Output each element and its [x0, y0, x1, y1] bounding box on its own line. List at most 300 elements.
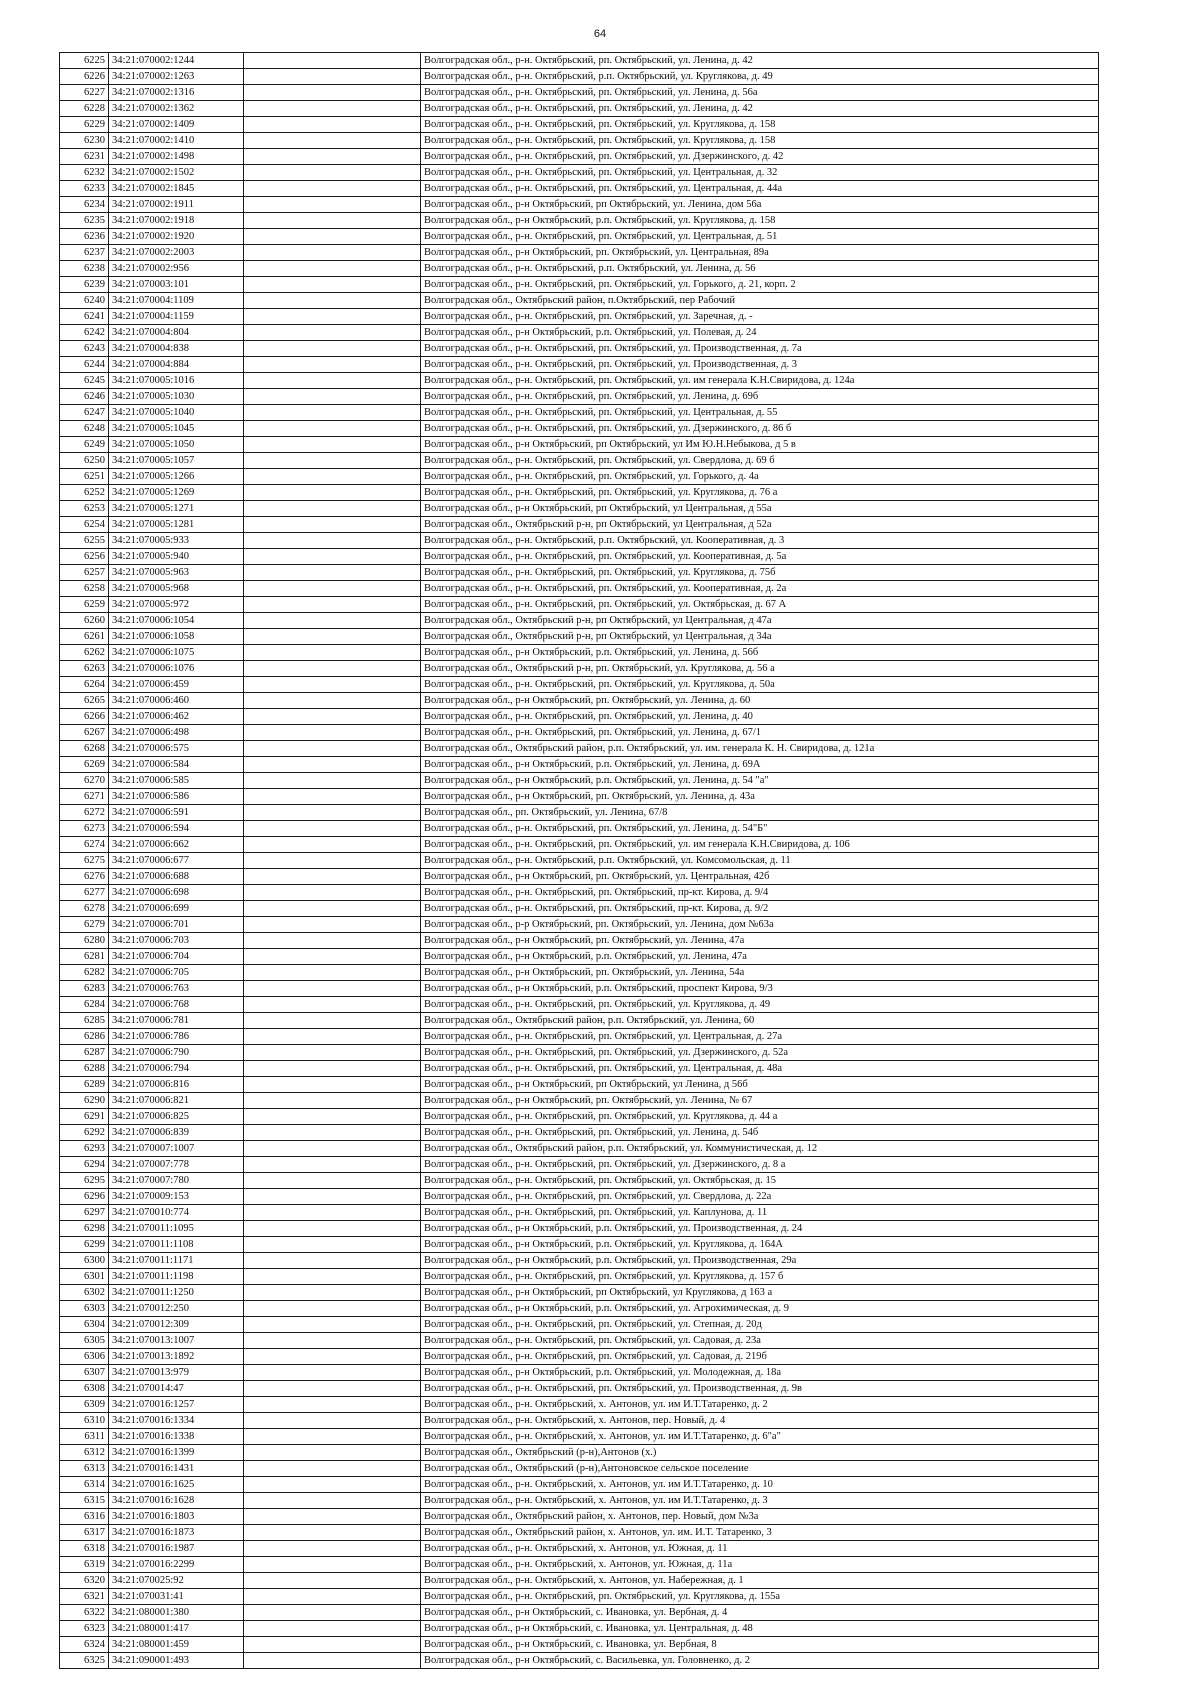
empty-cell	[244, 597, 421, 613]
empty-cell	[244, 1509, 421, 1525]
empty-cell	[244, 805, 421, 821]
table-row	[60, 1061, 1099, 1077]
empty-cell	[244, 1157, 421, 1173]
cadastral-number: 34:21:070013:1892	[109, 1349, 244, 1365]
table-row	[60, 293, 1099, 309]
cadastral-number: 34:21:070007:1007	[109, 1141, 244, 1157]
empty-cell	[244, 405, 421, 421]
row-number: 6314	[60, 1477, 109, 1493]
cadastral-number: 34:21:070009:153	[109, 1189, 244, 1205]
cadastral-number: 34:21:070006:786	[109, 1029, 244, 1045]
row-number: 6229	[60, 117, 109, 133]
cadastral-number: 34:21:070007:780	[109, 1173, 244, 1189]
address-cell: Волгоградская обл., р-н. Октябрьский, р.п. Октябрьский, ул. Кооперативная, д. 3	[421, 533, 1099, 549]
cadastral-number: 34:21:070006:586	[109, 789, 244, 805]
address-cell: Волгоградская обл., р-н. Октябрьский, рп. Октябрьский, ул. Круглякова, д. 49	[421, 997, 1099, 1013]
row-number: 6266	[60, 709, 109, 725]
address-cell: Волгоградская обл., р-н. Октябрьский, х. Антонов, ул. Южная, д. 11	[421, 1541, 1099, 1557]
table-row	[60, 1349, 1099, 1365]
cadastral-number: 34:21:070005:1281	[109, 517, 244, 533]
row-number: 6225	[60, 53, 109, 69]
table-row	[60, 117, 1099, 133]
row-number: 6232	[60, 165, 109, 181]
table-row	[60, 1013, 1099, 1029]
address-cell: Волгоградская обл., Октябрьский район, х. Антонов, пер. Новый, дом №3а	[421, 1509, 1099, 1525]
table-row	[60, 1445, 1099, 1461]
row-number: 6243	[60, 341, 109, 357]
table-row	[60, 341, 1099, 357]
table-row	[60, 565, 1099, 581]
cadastral-number: 34:21:070005:1050	[109, 437, 244, 453]
empty-cell	[244, 997, 421, 1013]
empty-cell	[244, 981, 421, 997]
cadastral-number: 34:21:070006:763	[109, 981, 244, 997]
address-cell: Волгоградская обл., р-н Октябрьский, с. Ивановка, ул. Вербная, д. 4	[421, 1605, 1099, 1621]
table-row	[60, 853, 1099, 869]
row-number: 6244	[60, 357, 109, 373]
address-cell: Волгоградская обл., р-н. Октябрьский, рп. Октябрьский, ул. Центральная, д. 32	[421, 165, 1099, 181]
address-cell: Волгоградская обл., р-н Октябрьский, р.п. Октябрьский, ул. Молодежная, д. 18а	[421, 1365, 1099, 1381]
table-row	[60, 1141, 1099, 1157]
table-row	[60, 1381, 1099, 1397]
empty-cell	[244, 389, 421, 405]
table-row	[60, 1221, 1099, 1237]
row-number: 6235	[60, 213, 109, 229]
row-number: 6258	[60, 581, 109, 597]
cadastral-number: 34:21:070006:594	[109, 821, 244, 837]
cadastral-number: 34:21:070002:1244	[109, 53, 244, 69]
row-number: 6257	[60, 565, 109, 581]
row-number: 6233	[60, 181, 109, 197]
table-row	[60, 485, 1099, 501]
table-row	[60, 1589, 1099, 1605]
empty-cell	[244, 1589, 421, 1605]
empty-cell	[244, 1093, 421, 1109]
row-number: 6237	[60, 245, 109, 261]
empty-cell	[244, 357, 421, 373]
row-number: 6263	[60, 661, 109, 677]
table-row	[60, 901, 1099, 917]
cadastral-number: 34:21:070006:768	[109, 997, 244, 1013]
empty-cell	[244, 773, 421, 789]
address-cell: Волгоградская обл., р-н Октябрьский, рп. Октябрьский, ул. Ленина, 47а	[421, 933, 1099, 949]
row-number: 6288	[60, 1061, 109, 1077]
table-row	[60, 1205, 1099, 1221]
address-cell: Волгоградская обл., р-н Октябрьский, р.п. Октябрьский, ул. Ленина, д. 54 "а"	[421, 773, 1099, 789]
table-row	[60, 181, 1099, 197]
cadastral-number: 34:21:070006:821	[109, 1093, 244, 1109]
cadastral-number: 34:21:070013:979	[109, 1365, 244, 1381]
table-row	[60, 1637, 1099, 1653]
cadastral-number: 34:21:070002:1920	[109, 229, 244, 245]
cadastral-number: 34:21:070006:584	[109, 757, 244, 773]
address-cell: Волгоградская обл., р-н. Октябрьский, рп. Октябрьский, ул. Производственная, д. 9в	[421, 1381, 1099, 1397]
row-number: 6283	[60, 981, 109, 997]
row-number: 6319	[60, 1557, 109, 1573]
cadastral-number: 34:21:070004:804	[109, 325, 244, 341]
row-number: 6261	[60, 629, 109, 645]
table-row	[60, 629, 1099, 645]
row-number: 6268	[60, 741, 109, 757]
row-number: 6312	[60, 1445, 109, 1461]
row-number: 6248	[60, 421, 109, 437]
table-row	[60, 437, 1099, 453]
table-row	[60, 405, 1099, 421]
empty-cell	[244, 549, 421, 565]
empty-cell	[244, 789, 421, 805]
cadastral-number: 34:21:070016:1399	[109, 1445, 244, 1461]
address-cell: Волгоградская обл., р-н Октябрьский, рп. Октябрьский, ул. Ленина, № 67	[421, 1093, 1099, 1109]
cadastral-number: 34:21:070006:460	[109, 693, 244, 709]
address-cell: Волгоградская обл., р-н. Октябрьский, рп. Октябрьский, ул. Круглякова, д. 50а	[421, 677, 1099, 693]
address-cell: Волгоградская обл., Октябрьский район, р.п. Октябрьский, ул. Ленина, 60	[421, 1013, 1099, 1029]
cadastral-number: 34:21:070006:498	[109, 725, 244, 741]
table-row	[60, 709, 1099, 725]
address-cell: Волгоградская обл., р-н. Октябрьский, х. Антонов, ул. им И.Т.Татаренко, д. 2	[421, 1397, 1099, 1413]
table-row	[60, 517, 1099, 533]
row-number: 6240	[60, 293, 109, 309]
table-row	[60, 501, 1099, 517]
table-row	[60, 789, 1099, 805]
address-cell: Волгоградская обл., р-н Октябрьский, с. Васильевка, ул. Головненко, д. 2	[421, 1653, 1099, 1669]
table-row	[60, 597, 1099, 613]
row-number: 6277	[60, 885, 109, 901]
cadastral-number: 34:21:070005:1271	[109, 501, 244, 517]
table-row	[60, 1413, 1099, 1429]
row-number: 6286	[60, 1029, 109, 1045]
address-cell: Волгоградская обл., р-н. Октябрьский, рп. Октябрьский, ул. им генерала К.Н.Свиридова, д. 106	[421, 837, 1099, 853]
address-cell: Волгоградская обл., р-н. Октябрьский, рп. Октябрьский, ул. Круглякова, д. 75б	[421, 565, 1099, 581]
cadastral-number: 34:21:070006:1054	[109, 613, 244, 629]
cadastral-number: 34:21:070005:1269	[109, 485, 244, 501]
address-cell: Волгоградская обл., р-н Октябрьский, с. Ивановка, ул. Вербная, 8	[421, 1637, 1099, 1653]
row-number: 6247	[60, 405, 109, 421]
empty-cell	[244, 373, 421, 389]
table-row	[60, 1189, 1099, 1205]
cadastral-number: 34:21:070005:1057	[109, 453, 244, 469]
table-row	[60, 581, 1099, 597]
address-cell: Волгоградская обл., р-н. Октябрьский, х. Антонов, ул. Набережная, д. 1	[421, 1573, 1099, 1589]
row-number: 6265	[60, 693, 109, 709]
address-cell: Волгоградская обл., р-н. Октябрьский, рп. Октябрьский, ул. Свердлова, д. 69 б	[421, 453, 1099, 469]
cadastral-number: 34:21:080001:380	[109, 1605, 244, 1621]
empty-cell	[244, 1365, 421, 1381]
empty-cell	[244, 565, 421, 581]
row-number: 6323	[60, 1621, 109, 1637]
address-cell: Волгоградская обл., р-н. Октябрьский, х. Антонов, ул. им И.Т.Татаренко, д. 6"а"	[421, 1429, 1099, 1445]
address-cell: Волгоградская обл., Октябрьский район, р.п. Октябрьский, ул. Коммунистическая, д. 12	[421, 1141, 1099, 1157]
address-cell: Волгоградская обл., р-н Октябрьский, р.п. Октябрьский, ул. Полевая, д. 24	[421, 325, 1099, 341]
cadastral-number: 34:21:070006:591	[109, 805, 244, 821]
empty-cell	[244, 1429, 421, 1445]
cadastral-number: 34:21:070006:662	[109, 837, 244, 853]
table-row	[60, 1317, 1099, 1333]
table-row	[60, 933, 1099, 949]
table-row	[60, 1045, 1099, 1061]
table-row	[60, 1093, 1099, 1109]
address-cell: Волгоградская обл., р-н Октябрьский, р.п. Октябрьский, ул. Производственная, д. 24	[421, 1221, 1099, 1237]
table-row	[60, 981, 1099, 997]
row-number: 6322	[60, 1605, 109, 1621]
address-cell: Волгоградская обл., Октябрьский р-н, рп Октябрьский, ул Центральная, д 52а	[421, 517, 1099, 533]
cadastral-number: 34:21:070013:1007	[109, 1333, 244, 1349]
row-number: 6284	[60, 997, 109, 1013]
address-cell: Волгоградская обл., р-н. Октябрьский, рп. Октябрьский, ул. Дзержинского, д. 42	[421, 149, 1099, 165]
cadastral-number: 34:21:070002:1498	[109, 149, 244, 165]
cadastral-number: 34:21:070006:703	[109, 933, 244, 949]
cadastral-number: 34:21:070016:2299	[109, 1557, 244, 1573]
empty-cell	[244, 741, 421, 757]
table-row	[60, 1285, 1099, 1301]
address-cell: Волгоградская обл., р-н. Октябрьский, рп. Октябрьский, ул. Свердлова, д. 22а	[421, 1189, 1099, 1205]
table-row	[60, 1493, 1099, 1509]
empty-cell	[244, 677, 421, 693]
table-row	[60, 645, 1099, 661]
cadastral-number: 34:21:070025:92	[109, 1573, 244, 1589]
row-number: 6311	[60, 1429, 109, 1445]
cadastral-number: 34:21:070016:1803	[109, 1509, 244, 1525]
empty-cell	[244, 1221, 421, 1237]
row-number: 6316	[60, 1509, 109, 1525]
cadastral-number: 34:21:070011:1198	[109, 1269, 244, 1285]
row-number: 6245	[60, 373, 109, 389]
table-row	[60, 453, 1099, 469]
cadastral-number: 34:21:070005:963	[109, 565, 244, 581]
row-number: 6308	[60, 1381, 109, 1397]
empty-cell	[244, 1253, 421, 1269]
empty-cell	[244, 501, 421, 517]
empty-cell	[244, 1237, 421, 1253]
cadastral-number: 34:21:070016:1338	[109, 1429, 244, 1445]
cadastral-number: 34:21:070010:774	[109, 1205, 244, 1221]
address-cell: Волгоградская обл., р-н. Октябрьский, рп. Октябрьский, ул. Кооперативная, д. 5а	[421, 549, 1099, 565]
address-cell: Волгоградская обл., р-н. Октябрьский, рп. Октябрьский, пр-кт. Кирова, д. 9/4	[421, 885, 1099, 901]
table-row	[60, 1333, 1099, 1349]
empty-cell	[244, 1445, 421, 1461]
address-cell: Волгоградская обл., р-н. Октябрьский, х. Антонов, ул. им И.Т.Татаренко, д. 3	[421, 1493, 1099, 1509]
empty-cell	[244, 837, 421, 853]
address-cell: Волгоградская обл., р-н Октябрьский, рп Октябрьский, ул Ленина, д 56б	[421, 1077, 1099, 1093]
address-cell: Волгоградская обл., р-н. Октябрьский, рп. Октябрьский, ул. Ленина, д. 69б	[421, 389, 1099, 405]
empty-cell	[244, 1013, 421, 1029]
row-number: 6231	[60, 149, 109, 165]
row-number: 6320	[60, 1573, 109, 1589]
empty-cell	[244, 885, 421, 901]
cadastral-number: 34:21:070012:250	[109, 1301, 244, 1317]
table-row	[60, 693, 1099, 709]
cadastral-number: 34:21:070016:1628	[109, 1493, 244, 1509]
address-cell: Волгоградская обл., р-н Октябрьский, р.п. Октябрьский, проспект Кирова, 9/3	[421, 981, 1099, 997]
row-number: 6313	[60, 1461, 109, 1477]
address-cell: Волгоградская обл., р-н. Октябрьский, рп. Октябрьский, ул. Ленина, д. 67/1	[421, 725, 1099, 741]
row-number: 6317	[60, 1525, 109, 1541]
empty-cell	[244, 293, 421, 309]
row-number: 6285	[60, 1013, 109, 1029]
row-number: 6307	[60, 1365, 109, 1381]
cadastral-number: 34:21:070004:838	[109, 341, 244, 357]
empty-cell	[244, 1557, 421, 1573]
cadastral-number: 34:21:070003:101	[109, 277, 244, 293]
cadastral-number: 34:21:070005:1016	[109, 373, 244, 389]
table-row	[60, 277, 1099, 293]
empty-cell	[244, 1317, 421, 1333]
row-number: 6309	[60, 1397, 109, 1413]
address-cell: Волгоградская обл., р-н. Октябрьский, рп. Октябрьский, ул. Круглякова, д. 44 а	[421, 1109, 1099, 1125]
cadastral-number: 34:21:070002:1410	[109, 133, 244, 149]
cadastral-number: 34:21:070004:884	[109, 357, 244, 373]
address-cell: Волгоградская обл., р-н Октябрьский, рп Октябрьский, ул Круглякова, д 163 а	[421, 1285, 1099, 1301]
address-cell: Волгоградская обл., р-н. Октябрьский, рп. Октябрьский, ул. Центральная, д. 44а	[421, 181, 1099, 197]
row-number: 6251	[60, 469, 109, 485]
table-row	[60, 805, 1099, 821]
table-row	[60, 661, 1099, 677]
empty-cell	[244, 1205, 421, 1221]
address-cell: Волгоградская обл., р-н. Октябрьский, рп. Октябрьский, ул. Круглякова, д. 158	[421, 117, 1099, 133]
empty-cell	[244, 101, 421, 117]
address-cell: Волгоградская обл., р-н Октябрьский, рп. Октябрьский, ул. Центральная, 89а	[421, 245, 1099, 261]
address-cell: Волгоградская обл., р-н. Октябрьский, рп. Октябрьский, ул. Дзержинского, д. 86 б	[421, 421, 1099, 437]
address-cell: Волгоградская обл., р-н. Октябрьский, рп. Октябрьский, ул. Производственная, д. 3	[421, 357, 1099, 373]
table-row	[60, 997, 1099, 1013]
address-cell: Волгоградская обл., р-н. Октябрьский, рп. Октябрьский, ул. Круглякова, д. 158	[421, 133, 1099, 149]
cadastral-number: 34:21:070031:41	[109, 1589, 244, 1605]
row-number: 6278	[60, 901, 109, 917]
row-number: 6238	[60, 261, 109, 277]
row-number: 6303	[60, 1301, 109, 1317]
cadastral-number: 34:21:070011:1108	[109, 1237, 244, 1253]
row-number: 6296	[60, 1189, 109, 1205]
row-number: 6256	[60, 549, 109, 565]
table-row	[60, 837, 1099, 853]
address-cell: Волгоградская обл., р-н. Октябрьский, рп. Октябрьский, пр-кт. Кирова, д. 9/2	[421, 901, 1099, 917]
address-cell: Волгоградская обл., р-н. Октябрьский, рп. Октябрьский, ул. Заречная, д. -	[421, 309, 1099, 325]
empty-cell	[244, 1077, 421, 1093]
empty-cell	[244, 1653, 421, 1669]
row-number: 6250	[60, 453, 109, 469]
cadastral-number: 34:21:080001:417	[109, 1621, 244, 1637]
row-number: 6255	[60, 533, 109, 549]
cadastral-number: 34:21:070016:1431	[109, 1461, 244, 1477]
cadastral-number: 34:21:070006:704	[109, 949, 244, 965]
table-row	[60, 757, 1099, 773]
cadastral-number: 34:21:070016:1334	[109, 1413, 244, 1429]
row-number: 6300	[60, 1253, 109, 1269]
address-cell: Волгоградская обл., р-н Октябрьский, р.п. Октябрьский, ул. Ленина, д. 69А	[421, 757, 1099, 773]
address-cell: Волгоградская обл., р-н. Октябрьский, рп. Октябрьский, ул. Кооперативная, д. 2а	[421, 581, 1099, 597]
cadastral-number: 34:21:070006:839	[109, 1125, 244, 1141]
empty-cell	[244, 1029, 421, 1045]
empty-cell	[244, 1301, 421, 1317]
table-row	[60, 1237, 1099, 1253]
address-cell: Волгоградская обл., р-н. Октябрьский, рп. Октябрьский, ул. Дзержинского, д. 8 а	[421, 1157, 1099, 1173]
row-number: 6227	[60, 85, 109, 101]
empty-cell	[244, 693, 421, 709]
table-row	[60, 1461, 1099, 1477]
cadastral-number: 34:21:070005:968	[109, 581, 244, 597]
cadastral-number: 34:21:070016:1257	[109, 1397, 244, 1413]
row-number: 6271	[60, 789, 109, 805]
table-row	[60, 885, 1099, 901]
empty-cell	[244, 53, 421, 69]
address-cell: Волгоградская обл., р-н Октябрьский, рп Октябрьский, ул Им Ю.Н.Небыкова, д 5 в	[421, 437, 1099, 453]
address-cell: Волгоградская обл., р-н Октябрьский, рп Октябрьский, ул. Ленина, дом 56а	[421, 197, 1099, 213]
row-number: 6226	[60, 69, 109, 85]
address-cell: Волгоградская обл., р-н. Октябрьский, рп. Октябрьский, ул. Центральная, д. 27а	[421, 1029, 1099, 1045]
address-cell: Волгоградская обл., р-н. Октябрьский, рп. Октябрьский, ул. Круглякова, д. 155а	[421, 1589, 1099, 1605]
table-row	[60, 133, 1099, 149]
row-number: 6287	[60, 1045, 109, 1061]
table-row	[60, 213, 1099, 229]
cadastral-number: 34:21:070006:781	[109, 1013, 244, 1029]
table-row	[60, 357, 1099, 373]
empty-cell	[244, 517, 421, 533]
address-cell: Волгоградская обл., р-н Октябрьский, р.п. Октябрьский, ул. Производственная, 29а	[421, 1253, 1099, 1269]
table-row	[60, 373, 1099, 389]
row-number: 6252	[60, 485, 109, 501]
cadastral-number: 34:21:070006:459	[109, 677, 244, 693]
registry-body	[60, 53, 1099, 1669]
row-number: 6272	[60, 805, 109, 821]
empty-cell	[244, 1525, 421, 1541]
row-number: 6297	[60, 1205, 109, 1221]
empty-cell	[244, 1125, 421, 1141]
empty-cell	[244, 1413, 421, 1429]
empty-cell	[244, 213, 421, 229]
property-registry-table	[59, 52, 1099, 1669]
cadastral-number: 34:21:070006:677	[109, 853, 244, 869]
table-row	[60, 85, 1099, 101]
address-cell: Волгоградская обл., р-н. Октябрьский, рп. Октябрьский, ул. Горького, д. 4а	[421, 469, 1099, 485]
cadastral-number: 34:21:070002:1362	[109, 101, 244, 117]
empty-cell	[244, 229, 421, 245]
cadastral-number: 34:21:070005:1045	[109, 421, 244, 437]
address-cell: Волгоградская обл., р-н. Октябрьский, рп. Октябрьский, ул. Садовая, д. 23а	[421, 1333, 1099, 1349]
empty-cell	[244, 1109, 421, 1125]
row-number: 6280	[60, 933, 109, 949]
table-row	[60, 533, 1099, 549]
empty-cell	[244, 1493, 421, 1509]
empty-cell	[244, 613, 421, 629]
cadastral-number: 34:21:070002:1316	[109, 85, 244, 101]
table-row	[60, 421, 1099, 437]
address-cell: Волгоградская обл., р-н. Октябрьский, рп. Октябрьский, ул. Ленина, д. 42	[421, 53, 1099, 69]
address-cell: Волгоградская обл., р-н. Октябрьский, рп. Октябрьский, ул. Горького, д. 21, корп. 2	[421, 277, 1099, 293]
row-number: 6293	[60, 1141, 109, 1157]
row-number: 6275	[60, 853, 109, 869]
row-number: 6273	[60, 821, 109, 837]
row-number: 6321	[60, 1589, 109, 1605]
table-row	[60, 197, 1099, 213]
table-row	[60, 821, 1099, 837]
address-cell: Волгоградская обл., р-н Октябрьский, рп. Октябрьский, ул. Ленина, д. 43а	[421, 789, 1099, 805]
cadastral-number: 34:21:080001:459	[109, 1637, 244, 1653]
row-number: 6230	[60, 133, 109, 149]
cadastral-number: 34:21:070004:1109	[109, 293, 244, 309]
page-number: 64	[593, 28, 607, 40]
table-row	[60, 741, 1099, 757]
table-row	[60, 53, 1099, 69]
empty-cell	[244, 1269, 421, 1285]
cadastral-number: 34:21:070007:778	[109, 1157, 244, 1173]
table-row	[60, 1429, 1099, 1445]
row-number: 6304	[60, 1317, 109, 1333]
cadastral-number: 34:21:070011:1250	[109, 1285, 244, 1301]
empty-cell	[244, 277, 421, 293]
table-row	[60, 1301, 1099, 1317]
address-cell: Волгоградская обл., р-н. Октябрьский, рп. Октябрьский, ул. Центральная, д. 48а	[421, 1061, 1099, 1077]
empty-cell	[244, 453, 421, 469]
empty-cell	[244, 853, 421, 869]
